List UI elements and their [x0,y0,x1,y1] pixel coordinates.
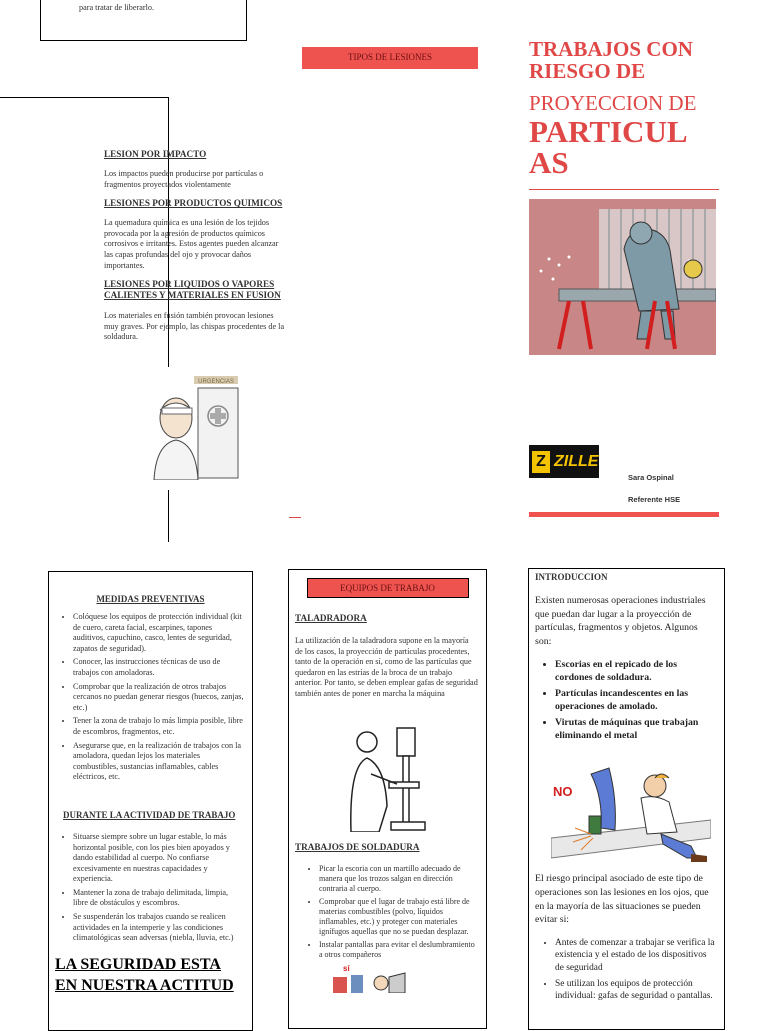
si-label: sí [343,963,350,973]
cover-title [529,38,729,178]
intro-item: • Virutas de máquinas que trabajan eliminando el metal [555,716,716,742]
intro-item: • Escorias en el repicado de los cordones de soldadura. [555,658,716,684]
welding-screen-illustration [329,963,409,993]
lesiones-content [104,149,286,343]
soldadura-item: • Picar la escoria con un martillo adecuado de manera que los trozos salgan en dirección contraria al cuerpo. [319,864,478,894]
zille-logo [529,445,599,478]
red-mark [289,517,301,518]
medidas-list [49,612,252,783]
durante-heading: DURANTE LA ACTIVIDAD DE TRABAJO [63,809,236,820]
equipos-banner: EQUIPOS DE TRABAJO [307,578,469,598]
medidas-item: • Conocer, las instrucciones técnicas de uso de trabajos con amoladoras. [73,657,244,678]
intro-body2: El riesgo principal asociado de este tipo de operaciones son las lesiones en los ojos, que en la mayoría de las situaciones se pueden evitar si: [535,873,709,926]
tipos-lesiones-banner: TIPOS DE LESIONES [302,47,478,69]
medidas-item: • Tener la zona de trabajo lo más limpia posible, libre de escombros, fragmentos, etc. [73,716,244,737]
lesion-quimicos-body: La quemadura química es una lesión de los tejidos provocada por la agresión de productos químicos corrosivos e irritantes. Estos agentes pueden alcanzar las capas profundas del ojo y provocar daños importantes. [104,218,279,270]
soldadura-item: • Comprobar que el lugar de trabajo está libre de materias combustibles (polvo, líquidos inflamables, etc.) y proteger con materiales ignífugos aquellas que no se puedan desplazar. [319,897,478,937]
soldadura-heading: TRABAJOS DE SOLDADURA [295,841,420,852]
intro-panel [528,568,725,1030]
taladradora-heading: TALADRADORA [295,613,367,623]
medidas-item: • Asegurarse que, en la realización de trabajos con la amoladora, quedan lejos los materiales combustibles, sustancias inflamables, cables eléctricos, etc. [73,741,244,783]
medidas-item: • Comprobar que la realización de otros trabajos cercanos no puedan generar riesgos (huecos, zanjas, etc.) [73,682,244,714]
no-label: NO [553,784,573,800]
taladradora-body: La utilización de la taladradora supone en la mayoría de los casos, la proyección de partículas procedentes, tanto de la operación en sí, como de las partículas que quedaron en las estrías de la broca de un trabajo anterior. Por tanto, se deben emplear gafas de seguridad también antes de poner en marcha la máquina [295,636,478,698]
top-note-text: para tratar de liberarlo. [79,3,155,12]
drill-press-illustration [341,722,433,832]
slogan-line1: LA SEGURIDAD ESTA [55,955,221,973]
urgencias-sign: URGENCIAS [198,379,234,385]
slogan-line2: EN NUESTRA ACTITUD [55,976,234,994]
cover-title-line5: AS [529,145,569,180]
cover-divider-bottom [529,512,719,517]
author-name: Sara Ospinal [628,473,674,482]
durante-item: • Se suspenderán los trabajos cuando se realicen actividades en la intemperie y las condiciones climatológicas sean adversas (niebla, lluvia, etc.) [73,912,244,944]
durante-item: • Situarse siempre sobre un lugar estable, lo más horizontal posible, con los pies bien apoyados y dando estabilidad al cuerpo. No confiarse excesivamente en nuestras capacidades y experiencia. [73,832,244,885]
zille-logo-mark: Z [532,451,550,473]
lesion-impacto-heading: LESION POR IMPACTO [104,149,207,159]
author-role: Referente HSE [628,495,681,504]
lesiones-box-top [0,97,169,98]
lesion-impacto-body: Los impactos pueden producirse por partículas o fragmentos proyectados violentamente [104,169,264,189]
lesion-liquidos-body: Los materiales en fusión también provocan lesiones muy graves. Por ejemplo, las chispas procedentes de la soldadura. [104,311,285,342]
durante-list [49,832,252,944]
injured-man-illustration [146,372,246,480]
intro-item2: • Antes de comenzar a trabajar se verifica la existencia y el estado de los dispositivos de seguridad [555,937,716,975]
cover-title-line1: TRABAJOS CON [529,37,693,61]
medidas-panel [48,571,253,1031]
welder-illustration [529,199,716,355]
top-note-box [40,0,247,41]
intro-item: • Partículas incandescentes en las operaciones de amolado. [555,687,716,713]
cover-title-line3: PROYECCION DE [529,91,697,115]
zille-logo-text: ZILLE [554,452,599,470]
soldadura-item: • Instalar pantallas para evitar el deslumbramiento a otros compañeros [319,940,478,960]
soldadura-list [289,864,486,960]
lesiones-box-right-lower [168,490,169,542]
seguridad-slogan [55,954,252,996]
intro-list2 [529,937,724,1003]
cover-title-line4: PARTICUL [529,114,688,149]
medidas-heading: MEDIDAS PREVENTIVAS [96,594,205,604]
intro-body: Existen numerosas operaciones industriales que puedan dar lugar a la proyección de partículas, fragmentos y objetos. Algunos son: [535,595,706,647]
intro-list [529,658,724,742]
medidas-item: • Colóquese los equipos de protección individual (kit de cuero, careta facial, escarpines, tapones auditivos, capuchino, casco, lentes de seguridad, zapatos de seguridad). [73,612,244,654]
lesion-liquidos-heading: LESIONES POR LIQUIDOS O VAPORES CALIENTES Y MATERIALES EN FUSION [104,279,281,301]
cover-title-line2: RIESGO DE [529,59,646,83]
intro-heading: INTRODUCCION [535,572,608,582]
durante-item: • Mantener la zona de trabajo delimitada, limpia, libre de obstáculos y escombros. [73,888,244,909]
grinder-illustration [551,758,711,864]
cover-divider-top [529,189,719,190]
lesion-quimicos-heading: LESIONES POR PRODUCTOS QUIMICOS [104,198,283,209]
equipos-panel [288,569,487,1029]
intro-item2: • Se utilizan los equipos de protección individual: gafas de seguridad o pantallas. [555,978,716,1003]
